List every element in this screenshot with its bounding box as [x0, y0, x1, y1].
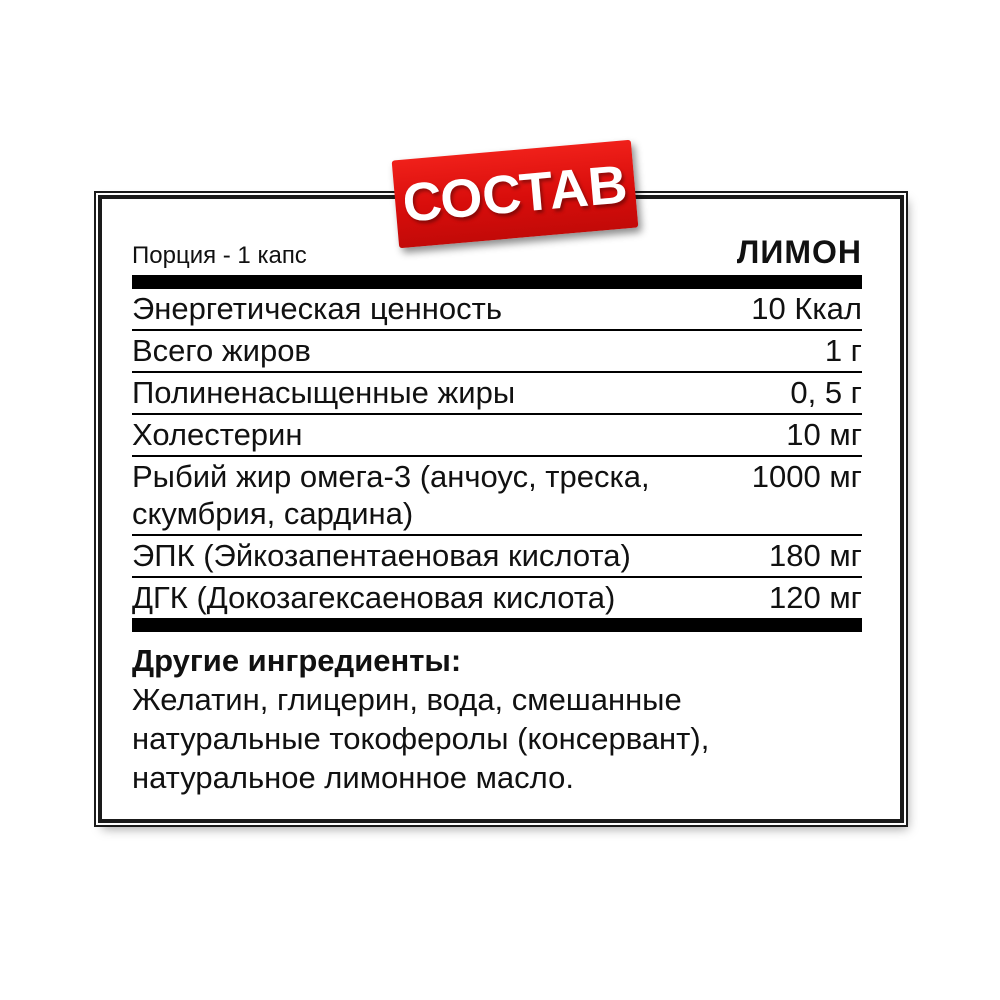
nutrient-name: Холестерин [132, 417, 303, 452]
nutrient-row [132, 373, 862, 415]
flavor-title: ЛИМОН [736, 234, 862, 270]
nutrient-value: 0, 5 г [790, 375, 862, 410]
label-content [132, 199, 862, 819]
nutrient-name: Энергетическая ценность [132, 291, 502, 326]
nutrient-value: 10 Ккал [751, 291, 862, 326]
nutrient-row [132, 457, 862, 536]
other-ingredients-text: Желатин, глицерин, вода, смешанные натуральные токоферолы (консервант), натуральное лимонное масло. [132, 682, 710, 795]
nutrient-value: 1000 мг [751, 459, 862, 494]
nutrient-name: Рыбий жир омега-3 (анчоус, треска, скумбрия, сардина) [132, 459, 650, 531]
nutrient-value: 120 мг [769, 580, 862, 615]
nutrient-row [132, 536, 862, 578]
nutrient-row [132, 331, 862, 373]
nutrition-label-card [98, 195, 904, 823]
composition-badge-text: СОСТАВ [400, 154, 630, 234]
nutrient-name: ДГК (Докозагексаеновая кислота) [132, 580, 616, 615]
serving-size: Порция - 1 капс [132, 242, 307, 269]
top-divider-bar [132, 275, 862, 289]
nutrient-row [132, 415, 862, 457]
nutrient-name: ЭПК (Эйкозапентаеновая кислота) [132, 538, 631, 573]
nutrient-value: 10 мг [786, 417, 862, 452]
nutrient-name: Полиненасыщенные жиры [132, 375, 516, 410]
nutrient-value: 1 г [824, 333, 862, 368]
nutrient-row [132, 289, 862, 331]
nutrient-name: Всего жиров [132, 333, 311, 368]
nutrient-value: 180 мг [769, 538, 862, 573]
nutrient-row [132, 578, 862, 618]
nutrient-table [132, 289, 862, 618]
other-ingredients [132, 641, 862, 797]
other-ingredients-title: Другие ингредиенты: [132, 643, 462, 678]
bottom-divider-bar [132, 618, 862, 632]
